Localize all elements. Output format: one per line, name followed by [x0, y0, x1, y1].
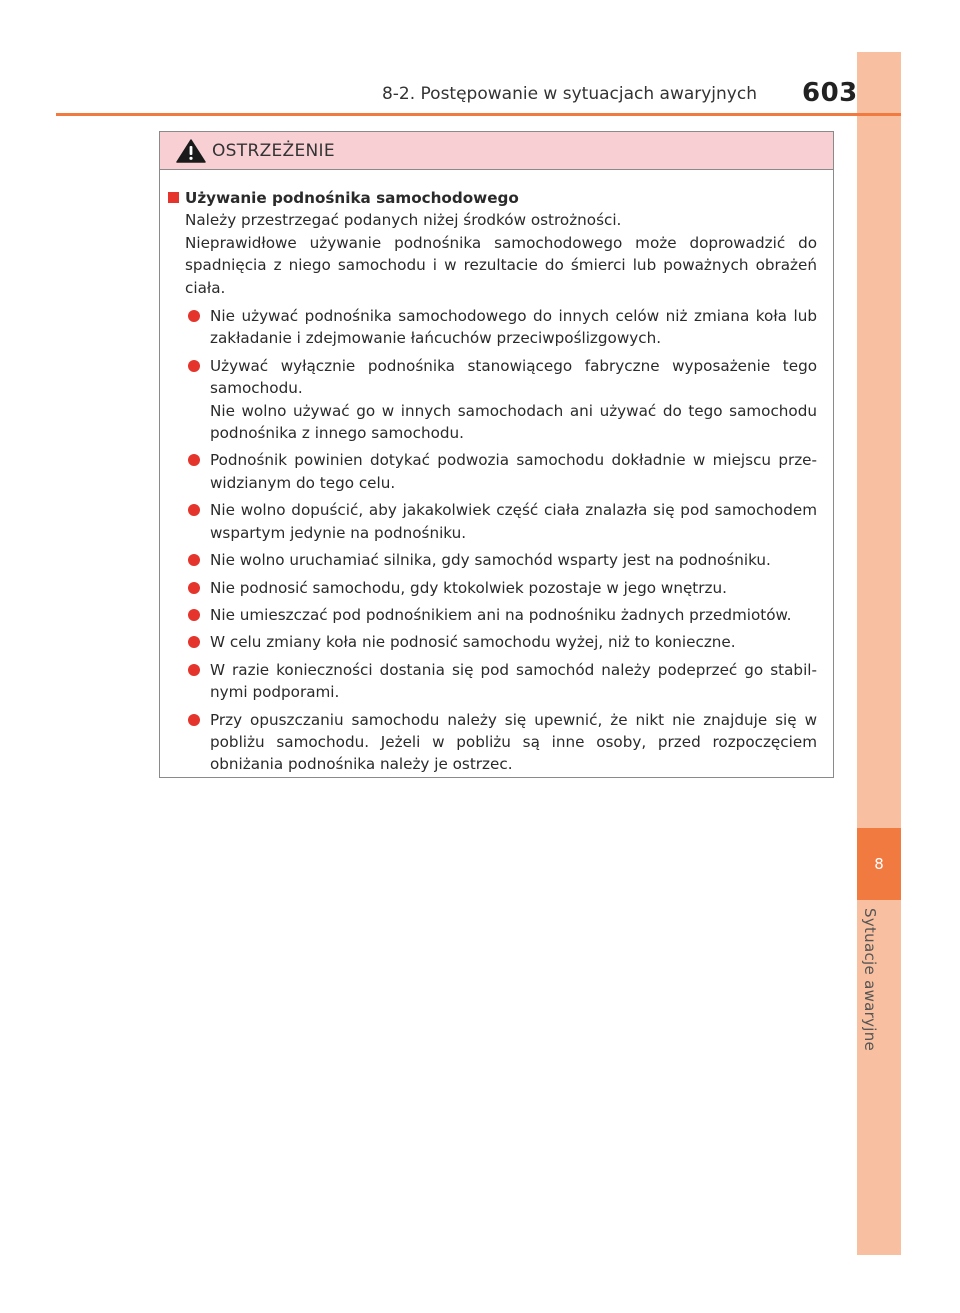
warning-box	[159, 131, 834, 778]
page-number: 603	[802, 78, 858, 108]
topic-heading	[168, 187, 817, 209]
list-item	[168, 355, 817, 445]
list-item-text: Używać wyłącznie podnośnika stanowiącego fabryczne wyposażenie tego samochodu.	[210, 356, 817, 398]
list-item	[168, 499, 817, 544]
list-item	[168, 577, 817, 599]
list-item-text: W celu zmiany koła nie podnosić samochodu wyżej, niż to konieczne.	[210, 633, 736, 652]
circle-bullet-icon	[188, 609, 200, 621]
circle-bullet-icon	[188, 664, 200, 676]
intro-paragraph: Nieprawidłowe używanie podnośnika samochodowego może doprowadzić do spadnięcia z niego samochodu i w rezultacie do śmierci lub poważnych obrażeń ciała.	[185, 233, 817, 297]
list-item	[168, 305, 817, 350]
list-item-text: Przy opuszczaniu samochodu należy się upewnić, że nikt nie znajduje się w pobliżu samochodu. Jeżeli w pobliżu są inne osoby, przed rozpoczęciem obniżania podnośnika należy je ostrzec.	[210, 710, 817, 774]
list-item-text: Podnośnik powinien dotykać podwozia samochodu dokładnie w miejscu prze-widzianym do tego celu.	[210, 451, 817, 492]
chapter-number: 8	[857, 828, 901, 900]
list-item	[168, 449, 817, 494]
list-item	[168, 659, 817, 704]
list-item-text: Nie używać podnośnika samochodowego do innych celów niż zmiana koła lub zakładanie i zdejmowanie łańcuchów przeciwpoślizgowych.	[210, 307, 817, 348]
section-title: 8-2. Postępowanie w sytuacjach awaryjnych	[381, 84, 757, 104]
chapter-label: Sytuacje awaryjne	[861, 908, 879, 1052]
list-item	[168, 709, 817, 776]
warning-header	[160, 132, 833, 170]
precaution-list	[168, 305, 817, 776]
list-item	[168, 604, 817, 626]
circle-bullet-icon	[188, 554, 200, 566]
square-bullet-icon	[168, 192, 179, 203]
circle-bullet-icon	[188, 714, 200, 726]
circle-bullet-icon	[188, 636, 200, 648]
list-item-text: Nie wolno uruchamiać silnika, gdy samochód wsparty jest na podnośniku.	[210, 551, 771, 570]
list-item	[168, 631, 817, 653]
topic-title: Używanie podnośnika samochodowego	[185, 189, 519, 207]
circle-bullet-icon	[188, 504, 200, 516]
list-item-text: W razie konieczności dostania się pod samochód należy podeprzeć go stabil-nymi podporami.	[210, 660, 817, 702]
list-item-text: Nie wolno dopuścić, aby jakakolwiek część ciała znalazła się pod samochodem wspartym jedynie na podnośniku.	[210, 501, 817, 542]
list-item-extra: Nie wolno używać go w innych samochodach ani używać do tego samochodu podnośnika z innego samochodu.	[210, 401, 817, 443]
warning-triangle-icon	[176, 139, 206, 163]
circle-bullet-icon	[188, 582, 200, 594]
intro-line: Należy przestrzegać podanych niżej środków ostrożności.	[185, 211, 622, 230]
circle-bullet-icon	[188, 310, 200, 322]
warning-title: OSTRZEŻENIE	[212, 140, 335, 161]
circle-bullet-icon	[188, 360, 200, 372]
list-item-text: Nie umieszczać pod podnośnikiem ani na podnośniku żadnych przedmiotów.	[210, 605, 792, 624]
header-divider	[56, 113, 901, 116]
circle-bullet-icon	[188, 454, 200, 466]
list-item-text: Nie podnosić samochodu, gdy ktokolwiek pozostaje w jego wnętrzu.	[210, 578, 727, 597]
warning-body	[160, 170, 833, 776]
side-tab	[857, 52, 901, 1255]
list-item	[168, 549, 817, 571]
